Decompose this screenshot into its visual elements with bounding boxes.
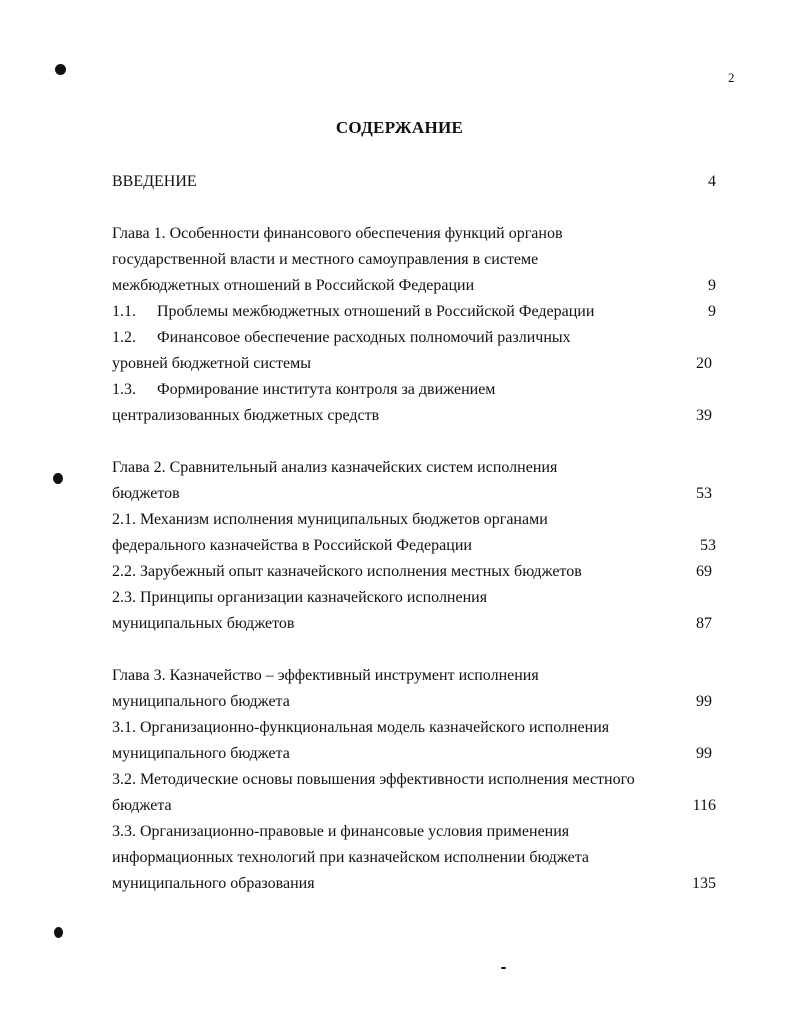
section-title: уровней бюджетной системы [112, 355, 311, 372]
toc-page-number: 99 [696, 693, 712, 710]
scan-blot [53, 473, 63, 484]
toc-chapter-1[interactable] [112, 221, 716, 299]
toc-chapter-3[interactable] [112, 663, 716, 715]
toc-section-3-2[interactable] [112, 767, 716, 819]
table-of-contents [112, 169, 716, 897]
toc-section-2-3[interactable] [112, 585, 716, 637]
toc-section-1-2[interactable] [112, 325, 716, 377]
toc-page-number: 9 [708, 303, 716, 320]
spacer [112, 429, 716, 455]
section-title: 2.1. Механизм исполнения муниципальных бюджетов органами [112, 511, 548, 528]
chapter-title-line: межбюджетных отношений в Российской Федерации [112, 277, 475, 294]
toc-section-3-3[interactable] [112, 819, 716, 897]
chapter-title-line: Глава 1. Особенности финансового обеспечения функций органов [112, 225, 563, 242]
chapter-title-line: бюджетов [112, 485, 180, 502]
section-title: информационных технологий при казначейском исполнении бюджета [112, 849, 589, 866]
page-title: СОДЕРЖАНИЕ [335, 118, 464, 137]
section-title: Формирование института контроля за движением [157, 381, 496, 398]
scan-blot [55, 64, 66, 75]
page-number: 2 [728, 70, 735, 85]
toc-chapter-2[interactable] [112, 455, 716, 507]
toc-section-1-1[interactable] [112, 299, 716, 325]
toc-page-number: 53 [700, 537, 716, 554]
section-title: федерального казначейства в Российской Федерации [112, 537, 472, 554]
toc-entry-text: ВВЕДЕНИЕ [112, 173, 197, 190]
section-title: 3.1. Организационно-функциональная модель казначейского исполнения [112, 719, 610, 736]
toc-section-3-1[interactable] [112, 715, 716, 767]
toc-page-number: 69 [696, 563, 712, 580]
toc-page-number: 39 [696, 407, 712, 424]
toc-section-2-1[interactable] [112, 507, 716, 559]
spacer [112, 637, 716, 663]
spacer [112, 195, 716, 221]
scan-mark [501, 967, 506, 969]
section-title: муниципальных бюджетов [112, 615, 295, 632]
section-title: централизованных бюджетных средств [112, 407, 380, 424]
section-title: муниципального бюджета [112, 745, 290, 762]
toc-section-1-3[interactable] [112, 377, 716, 429]
toc-page-number: 116 [692, 797, 716, 814]
chapter-title-line: Глава 2. Сравнительный анализ казначейских систем исполнения [112, 459, 558, 476]
scan-blot [54, 927, 63, 938]
toc-page-number: 99 [696, 745, 712, 762]
toc-section-2-2[interactable] [112, 559, 716, 585]
toc-page-number: 53 [696, 485, 712, 502]
section-title: муниципального образования [112, 875, 315, 892]
section-number: 1.2. [112, 329, 136, 346]
section-number: 1.1. [112, 303, 136, 320]
section-title: 2.2. Зарубежный опыт казначейского исполнения местных бюджетов [112, 563, 582, 580]
chapter-title-line: государственной власти и местного самоуправления в системе [112, 251, 539, 268]
section-title: 3.2. Методические основы повышения эффективности исполнения местного [112, 771, 635, 788]
toc-page-number: 4 [708, 173, 716, 190]
section-number: 1.3. [112, 381, 136, 398]
section-title: Проблемы межбюджетных отношений в Российской Федерации [157, 303, 595, 320]
toc-entry-intro[interactable] [112, 169, 716, 195]
section-title: бюджета [112, 797, 172, 814]
toc-page-number: 20 [696, 355, 712, 372]
toc-page-number: 135 [692, 875, 716, 892]
toc-page-number: 87 [696, 615, 712, 632]
chapter-title-line: муниципального бюджета [112, 693, 290, 710]
toc-page-number: 9 [708, 277, 716, 294]
section-title: 3.3. Организационно-правовые и финансовые условия применения [112, 823, 570, 840]
section-title: Финансовое обеспечение расходных полномочий различных [157, 329, 571, 346]
chapter-title-line: Глава 3. Казначейство – эффективный инструмент исполнения [112, 667, 539, 684]
section-title: 2.3. Принципы организации казначейского исполнения [112, 589, 488, 606]
